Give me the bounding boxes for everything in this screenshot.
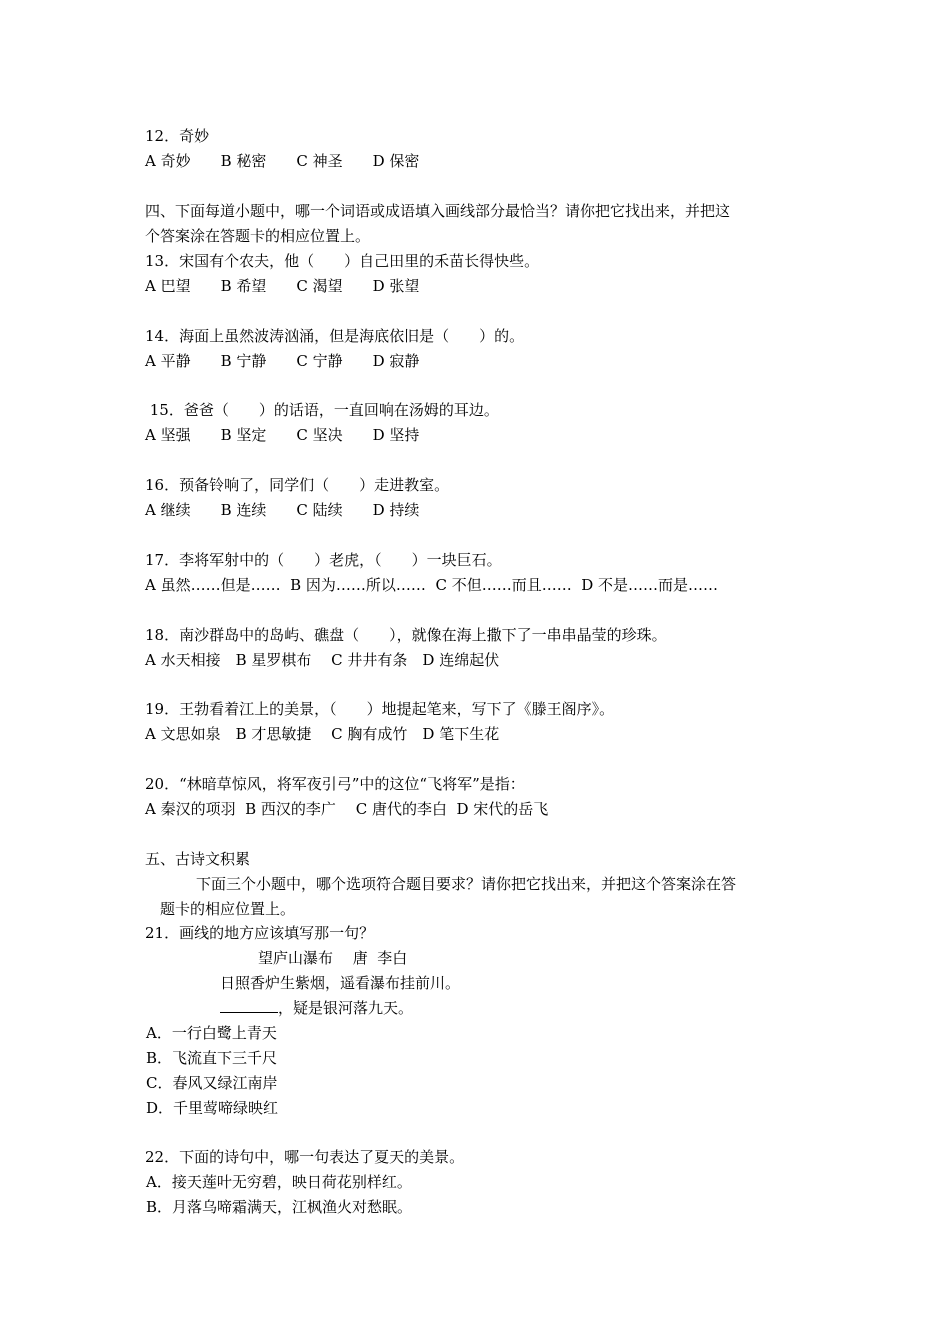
q21-option-d: D．千里莺啼绿映红 (146, 1099, 279, 1117)
q21-option-a: A．一行白鹭上青天 (146, 1024, 277, 1042)
q20-options: A 秦汉的项羽 B 西汉的李广 C 唐代的李白 D 宋代的岳飞 (145, 800, 549, 818)
q18-title: 18．南沙群岛中的岛屿、礁盘（ ），就像在海上撒下了一串串晶莹的珍珠。 (145, 626, 667, 644)
section5-instruction-line1: 下面三个小题中，哪个选项符合题目要求？请你把它找出来，并把这个答案涂在答 (196, 875, 737, 893)
q22-title: 22．下面的诗句中，哪一句表达了夏天的美景。 (145, 1148, 465, 1166)
q16-options: A 继续 B 连续 C 陆续 D 持续 (145, 501, 420, 519)
q19-title: 19．王勃看着江上的美景，（ ）地提起笔来，写下了《滕王阁序》。 (145, 700, 615, 718)
q17-title: 17．李将军射中的（ ）老虎，（ ）一块巨石。 (145, 551, 502, 569)
q18-options: A 水天相接 B 星罗棋布 C 井井有条 D 连绵起伏 (145, 651, 500, 669)
q13-title: 13．宋国有个农夫，他（ ）自己田里的禾苗长得快些。 (145, 252, 540, 270)
q21-option-b: B．飞流直下三千尺 (146, 1049, 278, 1067)
q13-options: A 巴望 B 希望 C 渴望 D 张望 (145, 277, 420, 295)
q12-options: A 奇妙 B 秘密 C 神圣 D 保密 (145, 152, 420, 170)
fill-in-blank (220, 998, 278, 1013)
q21-poem-title: 望庐山瀑布 唐 李白 (258, 949, 408, 967)
section4-heading-line1: 四、下面每道小题中，哪一个词语或成语填入画线部分最恰当？请你把它找出来，并把这 (145, 202, 731, 220)
q21-title: 21．画线的地方应该填写那一句？ (145, 924, 375, 942)
q21-option-c: C．春风又绿江南岸 (146, 1074, 278, 1092)
q21-poem-line1: 日照香炉生紫烟，遥看瀑布挂前川。 (220, 974, 461, 992)
section5-heading: 五、古诗文积累 (145, 850, 251, 868)
q22-option-b: B．月落乌啼霜满天，江枫渔火对愁眠。 (146, 1198, 413, 1216)
q14-options: A 平静 B 宁静 C 宁静 D 寂静 (145, 352, 420, 370)
q17-options: A 虽然……但是…… B 因为……所以…… C 不但……而且…… D 不是……而是…… (145, 576, 719, 594)
q22-option-a: A．接天莲叶无穷碧，映日荷花别样红。 (146, 1173, 412, 1191)
q20-title: 20．“林暗草惊风，将军夜引弓”中的这位“飞将军”是指： (145, 775, 525, 793)
q14-title: 14．海面上虽然波涛汹涌，但是海底依旧是（ ）的。 (145, 327, 525, 345)
q21-poem-line2-rest: ，疑是银河落九天。 (278, 999, 414, 1017)
q16-title: 16．预备铃响了，同学们（ ）走进教室。 (145, 476, 450, 494)
q19-options: A 文思如泉 B 才思敏捷 C 胸有成竹 D 笔下生花 (145, 725, 500, 743)
q15-title: 15．爸爸（ ）的话语，一直回响在汤姆的耳边。 (145, 401, 499, 419)
section5-instruction-line2: 题卡的相应位置上。 (160, 900, 296, 918)
q21-poem-line2 (220, 998, 413, 1018)
q12-title: 12．奇妙 (145, 127, 210, 145)
section4-heading-line2: 个答案涂在答题卡的相应位置上。 (145, 227, 371, 245)
q15-options: A 坚强 B 坚定 C 坚决 D 坚持 (145, 426, 420, 444)
